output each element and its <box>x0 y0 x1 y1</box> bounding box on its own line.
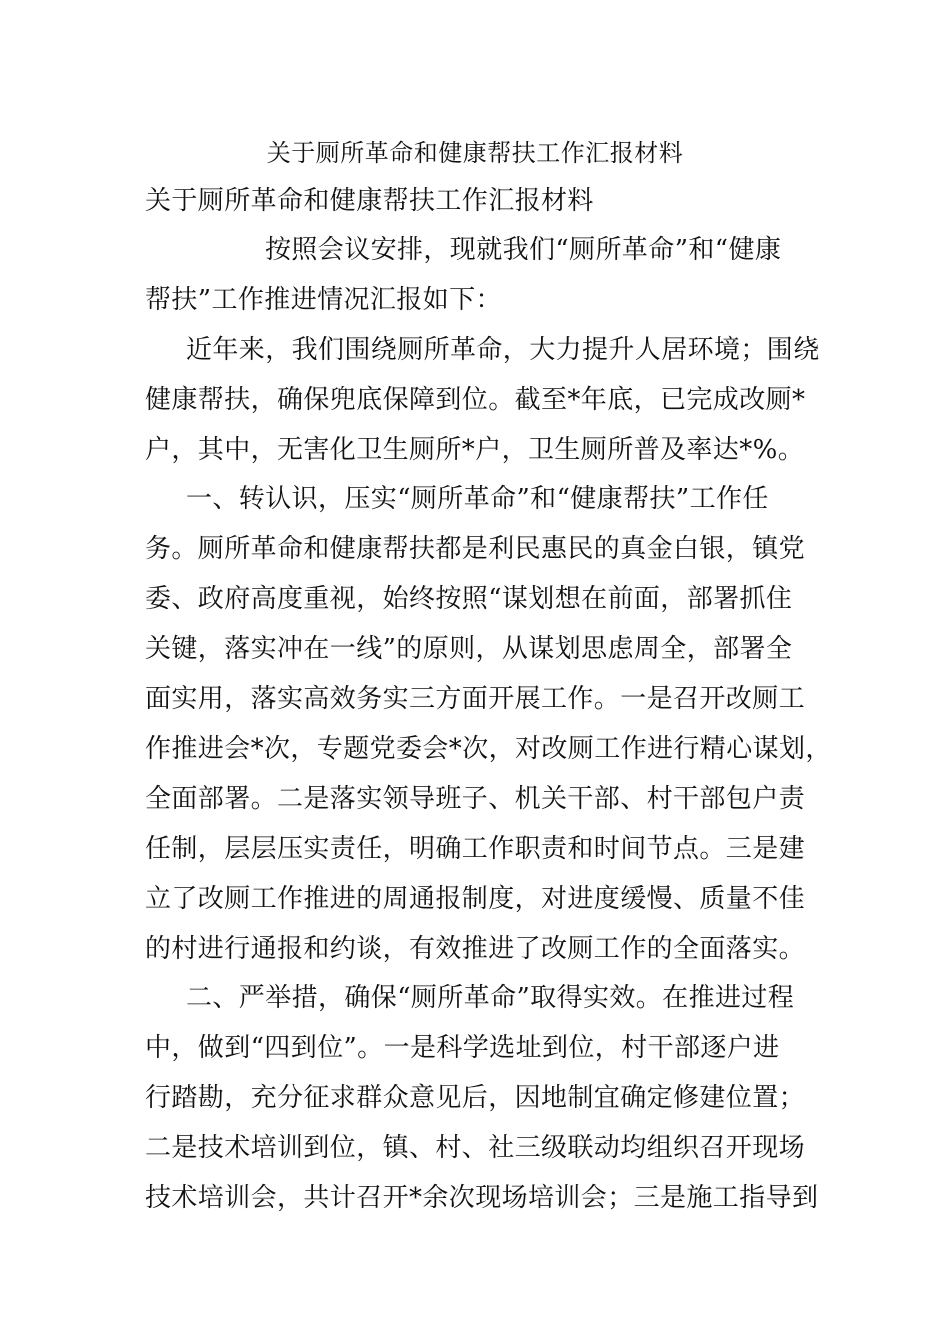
paragraph-line: 中，做到“四到位”。一是科学选址到位，村干部逐户进 <box>145 1033 780 1063</box>
paragraph-line: 立了改厕工作推进的周通报制度，对进度缓慢、质量不佳 <box>145 884 806 914</box>
paragraph-line: 全面部署。二是落实领导班子、机关干部、村干部包户责 <box>145 784 806 814</box>
paragraph-line: 委、政府高度重视，始终按照“谋划想在前面，部署抓住 <box>145 584 793 614</box>
paragraph-line: 按照会议安排，现就我们“厕所革命”和“健康 <box>265 235 782 265</box>
paragraph-line: 关键，落实冲在一线”的原则，从谋划思虑周全，部署全 <box>145 634 793 664</box>
paragraph-line: 二是技术培训到位，镇、村、社三级联动均组织召开现场 <box>145 1133 806 1163</box>
paragraph-line: 面实用，落实高效务实三方面开展工作。一是召开改厕工 <box>145 684 806 714</box>
paragraph-line: 帮扶”工作推进情况汇报如下： <box>145 285 502 315</box>
paragraph-line: 技术培训会，共计召开*余次现场培训会；三是施工指导到 <box>145 1183 819 1213</box>
paragraph-line: 一、转认识，压实“厕所革命”和“健康帮扶”工作任 <box>186 484 769 514</box>
paragraph-line: 务。厕所革命和健康帮扶都是利民惠民的真金白银，镇党 <box>145 534 806 564</box>
document-title: 关于厕所革命和健康帮扶工作汇报材料 <box>266 139 684 167</box>
paragraph-line: 健康帮扶，确保兜底保障到位。截至*年底，已完成改厕* <box>145 385 806 415</box>
paragraph-line: 的村进行通报和约谈，有效推进了改厕工作的全面落实。 <box>145 934 806 964</box>
paragraph-line: 任制，层层压实责任，明确工作职责和时间节点。三是建 <box>145 834 806 864</box>
paragraph-line: 二、严举措，确保“厕所革命”取得实效。在推进过程 <box>186 983 795 1013</box>
paragraph-line: 户，其中，无害化卫生厕所*户，卫生厕所普及率达*%。 <box>145 435 805 465</box>
paragraph-line: 近年来，我们围绕厕所革命，大力提升人居环境；围绕 <box>186 335 820 365</box>
paragraph-line: 作推进会*次，专题党委会*次，对改厕工作进行精心谋划， <box>145 734 832 764</box>
paragraph-line: 行踏勘，充分征求群众意见后，因地制宜确定修建位置； <box>145 1083 806 1113</box>
document-subtitle-line: 关于厕所革命和健康帮扶工作汇报材料 <box>145 186 594 216</box>
